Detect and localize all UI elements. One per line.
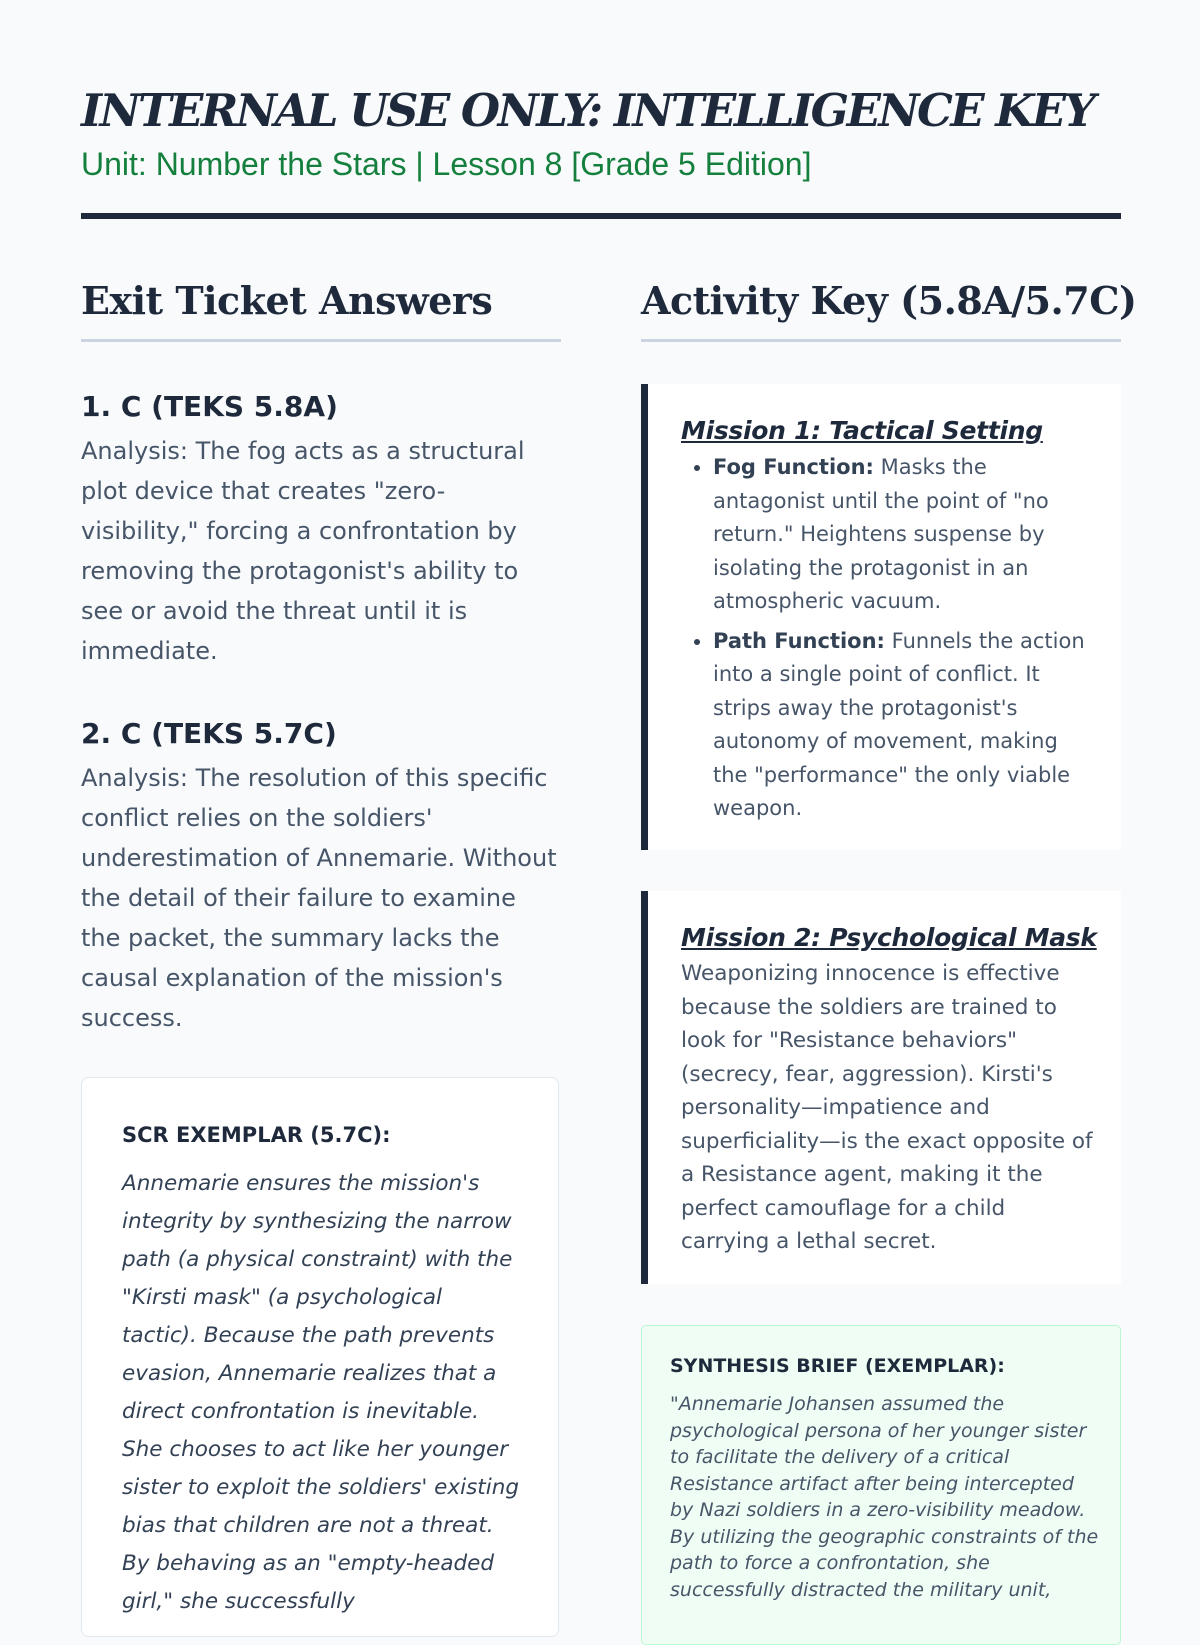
mission-2-title: Mission 2: Psychological Mask (681, 923, 1097, 952)
synthesis-brief-text: "Annemarie Johansen assumed the psychological persona of her younger sister to facilitate the delivery of a critical Resistance artifact after being intercepted by Nazi soldiers in a zero-visibility meadow. By utilizing the geographic constraints of the path to force a confrontation, she successfully distracted the military unit, (670, 1393, 1099, 1601)
scr-exemplar-label: SCR EXEMPLAR (5.7C): (122, 1123, 391, 1147)
path-function-lead: Path Function: (713, 628, 885, 653)
answer-key-page (81, 0, 1137, 1614)
answer-1-label: 1. C (TEKS 5.8A) (81, 390, 338, 423)
answer-1-analysis: Analysis: The fog acts as a structural plot device that creates "zero-visibility," forcing a confrontation by removing the protagonist's ability to see or avoid the threat until it is immediate. (81, 437, 525, 665)
synthesis-brief-label: SYNTHESIS BRIEF (EXEMPLAR): (670, 1355, 1005, 1377)
fog-function-lead: Fog Function: (713, 455, 874, 479)
list-item (713, 625, 1096, 826)
mission-1-title: Mission 1: Tactical Setting (681, 416, 1043, 445)
mission-2-card (641, 891, 1121, 1284)
mission-1-list (681, 451, 1096, 832)
activity-key-heading: Activity Key (5.8A/5.7C) (641, 278, 1137, 323)
exit-ticket-divider (81, 339, 561, 342)
answer-2-analysis: Analysis: The resolution of this specific conflict relies on the soldiers' underestimation of Annemarie. Without the detail of their failure to examine the packet, the summary lacks the causal explanation of the mission's success. (81, 764, 557, 1032)
title-divider (81, 213, 1121, 219)
synthesis-brief-card (641, 1325, 1121, 1645)
exit-ticket-heading: Exit Ticket Answers (81, 278, 493, 323)
activity-key-divider (641, 339, 1121, 342)
document-subtitle: Unit: Number the Stars | Lesson 8 [Grade 5 Edition] (81, 146, 812, 182)
answer-2-label: 2. C (TEKS 5.7C) (81, 717, 337, 750)
path-function-text: Funnels the action into a single point of conflict. It strips away the protagonist's autonomy of movement, making the "performance" the only viable weapon. (713, 628, 1085, 820)
mission-2-text: Weaponizing innocence is effective because the soldiers are trained to look for "Resistance behaviors" (secrecy, fear, aggression). Kirsti's personality—impatience and superficiality—is the exact opposite of a Resistance agent, making it the perfect camouflage for a child carrying a lethal secret. (681, 961, 1093, 1254)
scr-exemplar-text: Annemarie ensures the mission's integrity by synthesizing the narrow path (a physical constraint) with the "Kirsti mask" (a psychological tactic). Because the path prevents evasion, Annemarie realizes that a direct confrontation is inevitable. She chooses to act like her younger sister to exploit the soldiers' existing bias that children are not a threat. By behaving as an "empty-headed girl," she successfully (122, 1171, 519, 1614)
list-item (713, 451, 1096, 619)
fog-function-text: Masks the antagonist until the point of "no return." Heightens suspense by isolating the protagonist in an atmospheric vacuum. (713, 455, 1049, 613)
document-title: INTERNAL USE ONLY: INTELLIGENCE KEY (81, 84, 1094, 137)
mission-1-card (641, 384, 1121, 850)
